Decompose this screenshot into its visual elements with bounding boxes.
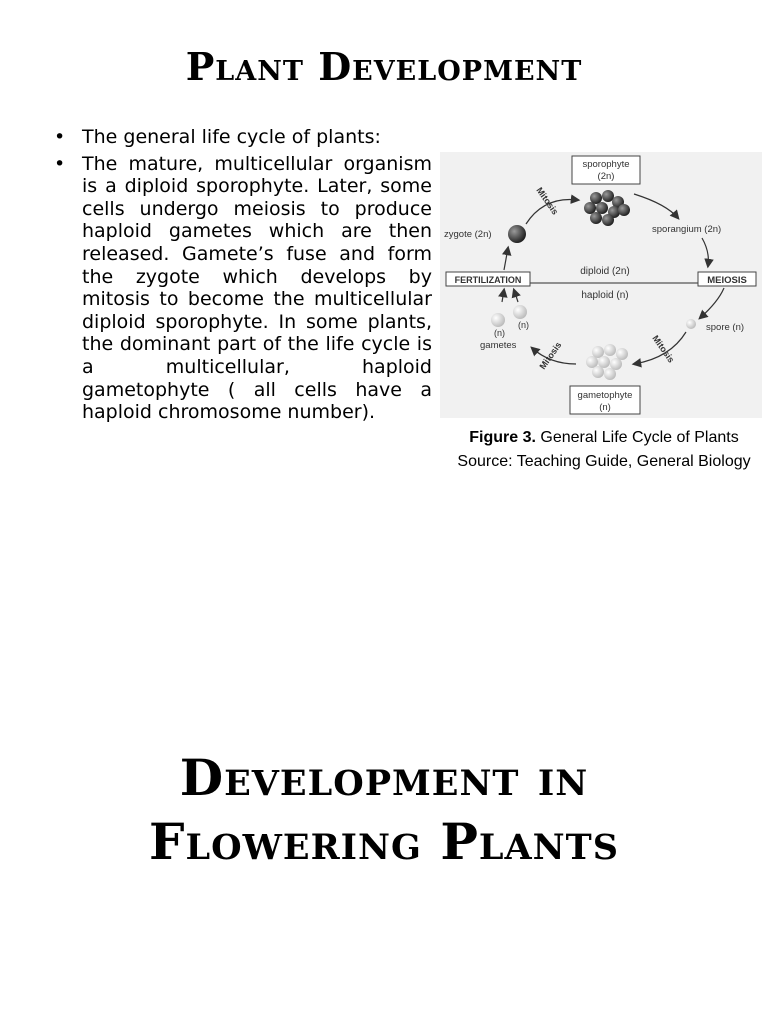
section-title-line-1: Development in bbox=[179, 748, 589, 807]
arrow-sporangium-to-meiosis bbox=[702, 238, 708, 266]
sporophyte-label: sporophyte bbox=[582, 159, 630, 170]
gametophyte-cluster-icon bbox=[586, 344, 628, 380]
section-title-line-2: Flowering Plants bbox=[148, 812, 619, 871]
figure-caption bbox=[440, 426, 768, 474]
life-cycle-diagram bbox=[440, 152, 762, 418]
zygote-label: zygote (2n) bbox=[444, 229, 492, 240]
gametes-label: gametes bbox=[480, 340, 517, 351]
mitosis-left-label: Mitosis bbox=[537, 340, 564, 372]
arrow-gamete-to-fertilization bbox=[502, 290, 504, 302]
mitosis-top-label: Mitosis bbox=[534, 185, 561, 217]
gamete-icon bbox=[513, 305, 527, 319]
bullet-intro: • The general life cycle of plants: bbox=[52, 126, 432, 149]
zygote-icon bbox=[508, 225, 526, 243]
gamete-n-label: (n) bbox=[518, 320, 529, 330]
caption-label: Figure 3. bbox=[469, 429, 536, 446]
mitosis-right-label: Mitosis bbox=[650, 333, 677, 365]
diploid-label: diploid (2n) bbox=[580, 266, 630, 277]
bullet-list bbox=[52, 126, 432, 428]
fertilization-label: FERTILIZATION bbox=[454, 275, 522, 285]
gametophyte-label: gametophyte bbox=[577, 390, 633, 401]
page-title: Plant Development bbox=[185, 44, 583, 89]
arrow-fertilization-to-zygote bbox=[504, 248, 508, 270]
gamete-n-label: (n) bbox=[494, 328, 505, 338]
haploid-label: haploid (n) bbox=[581, 290, 629, 301]
sporangium-label: sporangium (2n) bbox=[652, 224, 722, 235]
gametophyte-ploidy-label: (n) bbox=[599, 402, 611, 413]
section-title bbox=[0, 746, 768, 874]
sporophyte-ploidy-label: (2n) bbox=[597, 171, 615, 182]
spore-label: spore (n) bbox=[706, 322, 745, 333]
arrow-gamete-to-fertilization bbox=[514, 290, 518, 302]
caption-text: General Life Cycle of Plants bbox=[535, 429, 739, 446]
sporophyte-cluster-icon bbox=[584, 190, 630, 226]
arrow-sporophyte-to-sporangium bbox=[634, 194, 678, 218]
bullet-life-cycle-description: • The mature, multicellular organism is a diploid sporophyte. Later, some cells undergo meiosis to produce haploid gametes which are then released. Gamete’s fuse and form the zygote which develops by mitosis to become the multicellular diploid sporophyte. In some plants, the dominant part of the life cycle is a multicellular, haploid gametophyte ( all cells have a haploid chromosome number). bbox=[52, 153, 432, 424]
caption-source: Source: Teaching Guide, General Biology bbox=[457, 453, 751, 470]
arrow-meiosis-to-spore bbox=[700, 288, 724, 318]
meiosis-label: MEIOSIS bbox=[707, 275, 747, 286]
gamete-icon bbox=[491, 313, 505, 327]
spore-icon bbox=[686, 319, 696, 329]
